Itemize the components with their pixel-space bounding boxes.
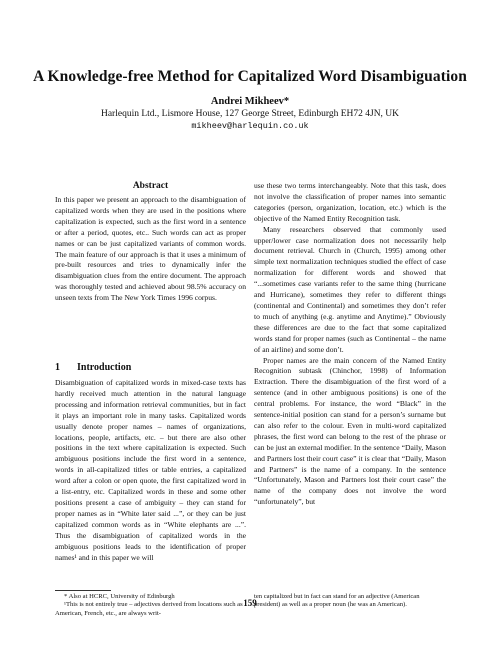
right-paragraph-3: Proper names are the main concern of the Named Entity Recognition subtask (Chinchor, 1998) of Information Extraction. There the disambiguation of the first word of a sentence (and in other ambiguous positions) is one of the central problems. For instance, the word “Black” in the sentence-initial position can stand for a person’s surname but can also refer to the colour. Even in multi-word capitalized phrases, the first word can belong to the rest of the phrase or can be just an external modifier. In the sentence “Daily, Mason and Partners lost their court case” it is clear that “Daily, Mason and Partners” is the name of a company. In the sentence “Unfortunately, Mason and Partners lost their court case” the name of the company does not involve the word “unfortunately”, but: [254, 355, 446, 507]
abstract-heading: Abstract: [132, 181, 169, 191]
right-column-body: [254, 181, 446, 508]
footnote-rule: [55, 590, 111, 591]
author-name: Andrei Mikheev*: [210, 96, 290, 107]
footnote-affiliation: * Also at HCRC, University of Edinburgh: [64, 593, 175, 600]
footnote-1: ¹This is not entirely true – adjectives derived from locations such as American, French, etc., are always writ-: [55, 601, 243, 617]
paper-title: A Knowledge-free Method for Capitalized Word Disambiguation: [33, 68, 467, 85]
section-title: Introduction: [77, 362, 132, 373]
section-number: 1: [55, 362, 60, 373]
abstract-text: In this paper we present an approach to the disambiguation of capitalized words when they are used in the positions where capitalization is expected, such as the first word in a sentence or after a period, quotes, etc.. Such words can act as proper names or can be just capitalized variants of common words. The main feature of our approach is that it uses a minimum of pre-built resources and tries to dynamically infer the disambiguation clues from the entire document. The approach was thoroughly tested and achieved about 98.5% accuracy on unseen texts from The New York Times 1996 corpus.: [55, 195, 246, 303]
right-paragraph-1: use these two terms interchangeably. Note that this task, does not involve the classification of proper names into semantic categories (person, organization, location, etc.) which is the objective of the Named Entity Recognition task.: [254, 181, 446, 223]
section-heading: [55, 362, 131, 373]
author-affiliation: Harlequin Ltd., Lismore House, 127 George Street, Edinburgh EH72 4JN, UK: [100, 109, 400, 119]
author-email: mikheev@harlequin.co.uk: [191, 121, 309, 131]
introduction-text: Disambiguation of capitalized words in mixed-case texts has hardly received much attention in the natural language processing and information retrieval communities, but in fact it plays an important role in many tasks. Capitalized words usually denote proper names – names of organizations, locations, people, artifacts, etc. – but there are also other positions in the text where capitalization is expected. Such ambiguous positions include the first word in a sentence, words in all-capitalized titles or table entries, a capitalized word after a colon or open quote, the first capitalized word in a list-entry, etc. Capitalized words in these and some other positions present a case of ambiguity – they can stand for proper names as in “White later said ...”, or they can be just capitalized common words as in “White elephants are ...”. Thus the disambiguation of capitalized words in the ambiguous positions leads to the identification of proper names¹ and in this paper we will: [55, 378, 246, 562]
abstract-body: [55, 195, 246, 304]
page-number: 159: [243, 598, 257, 608]
right-paragraph-2: Many researchers observed that commonly used upper/lower case normalization does not necessarily help document retrieval. Church in (Church, 1995) among other simple text normalization techniques studied the effect of case normalization for different words and showed that “...sometimes case variants refer to the same thing (hurricane and Hurricane), sometimes they refer to different things (continental and Continental) and sometimes they don’t refer to much of anything (e.g. anytime and Anytime).” Obviously these differences are due to the fact that some capitalized words stand for proper names (such as Continental – the name of an airline) and some don’t.: [254, 224, 446, 354]
footnote-1-continued: ten capitalized but in fact can stand for an adjective (American president) as well as a proper noun (he was an American).: [254, 593, 420, 609]
introduction-body: [55, 378, 246, 563]
